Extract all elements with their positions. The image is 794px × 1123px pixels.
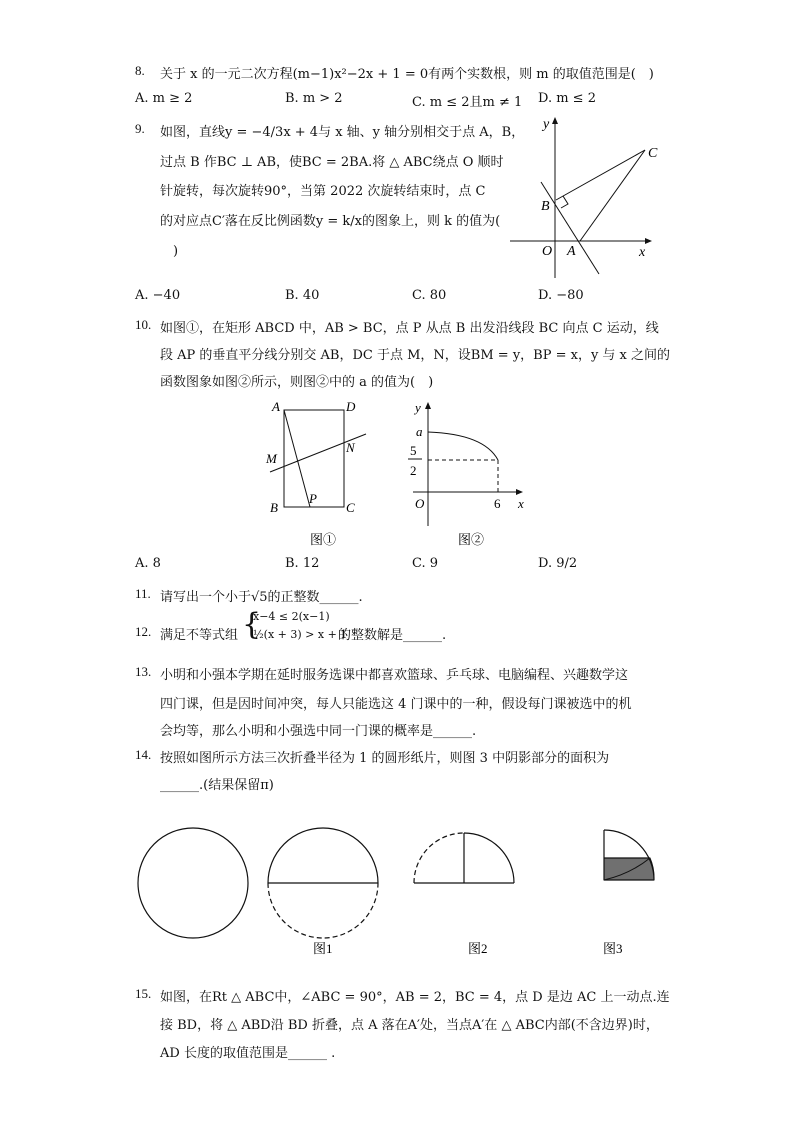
q10-option-c: C. 9 [412, 556, 439, 571]
q10-figure-2 [398, 396, 538, 551]
fig1-label-p: P [309, 491, 317, 506]
q15-number: 15. [135, 986, 152, 1001]
fig1-bottom-arc [268, 883, 378, 938]
q8-option-b: B. m > 2 [285, 91, 343, 106]
q8-option-c: C. m ≤ 2且m ≠ 1 [412, 95, 523, 110]
q10-option-d: D. 9/2 [538, 556, 578, 571]
q15-line-3: AD 长度的取值范围是______ . [160, 1046, 336, 1061]
q12-brace: { [242, 607, 262, 642]
q9-number: 9. [135, 121, 145, 136]
q9-line-3: 针旋转，每次旋转90°，当第 2022 次旋转结束时，点 C [160, 184, 486, 199]
q9-line-4: 的对应点C′落在反比例函数y = k/x的图象上，则 k 的值为( [160, 214, 501, 229]
q9-line-ab [541, 182, 599, 274]
q8-number: 8. [135, 63, 145, 78]
q13-line-3: 会均等，那么小明和小强选中同一门课的概率是______. [160, 724, 477, 739]
q9-label-o: O [542, 244, 553, 259]
fig2-x-arrow [516, 489, 523, 495]
q10-figure-1 [262, 396, 372, 551]
q9-x-arrow [645, 238, 652, 244]
fig2-label-x: x [518, 496, 524, 511]
q11-text: 请写出一个小于√5的正整数______. [160, 590, 363, 605]
q8-option-a: A. m ≥ 2 [135, 91, 193, 106]
fig1-label-c: C [346, 500, 355, 515]
fig2-caption: 图2 [468, 941, 488, 956]
q9-line-1: 如图，直线y = −4/3x + 4与 x 轴、y 轴分别相交于点 A，B， [160, 125, 525, 140]
q9-label-y: y [543, 117, 550, 132]
q9-segment-bc [556, 150, 645, 200]
q8-stem: 关于 x 的一元二次方程(m−1)x²−2x + 1 = 0有两个实数根，则 m 的取值范围是( ) [160, 67, 654, 82]
q12-inequality-1: x−4 ≤ 2(x−1) [253, 610, 330, 623]
q12-pre: 满足不等式组 [160, 628, 239, 643]
q8-option-d: D. m ≤ 2 [538, 91, 596, 106]
fig1-top-arc [268, 828, 378, 883]
fig3-caption: 图3 [603, 941, 623, 956]
q10-line-1: 如图①，在矩形 ABCD 中，AB > BC，点 P 从点 B 出发沿线段 BC 向点 C 运动，线 [160, 321, 659, 336]
q9-right-angle-mark [561, 196, 568, 208]
q10-line-2: 段 AP 的垂直平分线分别交 AB，DC 于点 M，N，设BM = y，BP = x，y 与 x 之间的 [160, 348, 671, 363]
q9-segment-ac [580, 150, 645, 241]
q10-number: 10. [135, 317, 152, 332]
fig1-label-n: N [346, 440, 355, 455]
q12-inequality-2: ½(x + 3) > x + 1 [253, 628, 348, 641]
q9-label-b: B [541, 199, 550, 214]
fig2-label-5: 5 [410, 443, 417, 458]
segment-ap [284, 410, 310, 507]
q9-option-d: D. −80 [538, 288, 584, 303]
fig2-label-a: a [416, 424, 423, 439]
q9-option-c: C. 80 [412, 288, 447, 303]
q9-line-2: 过点 B 作BC ⊥ AB，使BC = 2BA.将 △ ABC绕点 O 顺时 [160, 155, 504, 170]
q14-line-1: 按照如图所示方法三次折叠半径为 1 的圆形纸片，则图 3 中阴影部分的面积为 [160, 751, 610, 766]
q10-option-b: B. 12 [285, 556, 320, 571]
q9-option-b: B. 40 [285, 288, 320, 303]
fig2-y-arrow [425, 402, 431, 409]
q9-label-c: C [648, 146, 658, 161]
q15-line-1: 如图，在Rt △ ABC中，∠ABC = 90°，AB = 2，BC = 4，点 D 是边 AC 上一动点.连 [160, 990, 670, 1005]
fig1-label-b: B [270, 500, 278, 515]
q9-line-5: ) [160, 244, 179, 259]
q13-line-1: 小明和小强本学期在延时服务选课中都喜欢篮球、乒乓球、电脑编程、兴趣数学这 [160, 668, 629, 683]
q12-post: 的整数解是______. [338, 628, 447, 643]
q9-figure [505, 112, 670, 282]
fig1-caption: 图1 [313, 941, 333, 956]
q14-line-2: ______.(结果保留π) [160, 778, 274, 793]
fig1-label-m: M [266, 451, 277, 466]
q13-line-2: 四门课，但是因时间冲突，每人只能选这 4 门课中的一种，假设每门课被选中的机 [160, 697, 632, 712]
q9-option-a: A. −40 [135, 288, 181, 303]
fig2-curve [428, 432, 498, 460]
q10-option-a: A. 8 [135, 556, 161, 571]
q9-label-x: x [639, 245, 646, 260]
fig2-label-y: y [415, 400, 421, 415]
fig2-left-arc [414, 833, 464, 883]
fig2-label-o: O [415, 496, 425, 511]
fig1-caption: 图① [310, 532, 337, 547]
full-circle [138, 828, 248, 938]
fig1-label-d: D [346, 399, 356, 414]
q12-number: 12. [135, 624, 152, 639]
q10-line-3: 函数图象如图②所示，则图②中的 a 的值为( ) [160, 375, 434, 390]
q11-number: 11. [135, 586, 151, 601]
q15-line-2: 接 BD，将 △ ABD沿 BD 折叠，点 A 落在A′处，当点A′在 △ ABC内部(不含边界)时， [160, 1018, 659, 1033]
q13-number: 13. [135, 664, 152, 679]
fig1-label-a: A [272, 399, 280, 414]
fig2-label-2: 2 [410, 463, 417, 478]
fig2-caption: 图② [458, 532, 485, 547]
q14-figures [130, 820, 670, 965]
fig3-shaded-region [604, 858, 654, 880]
fig2-right-arc [464, 833, 514, 883]
q9-y-arrow [552, 117, 558, 124]
q14-number: 14. [135, 747, 152, 762]
q9-label-a: A [567, 244, 576, 259]
fig2-label-6: 6 [494, 496, 501, 511]
